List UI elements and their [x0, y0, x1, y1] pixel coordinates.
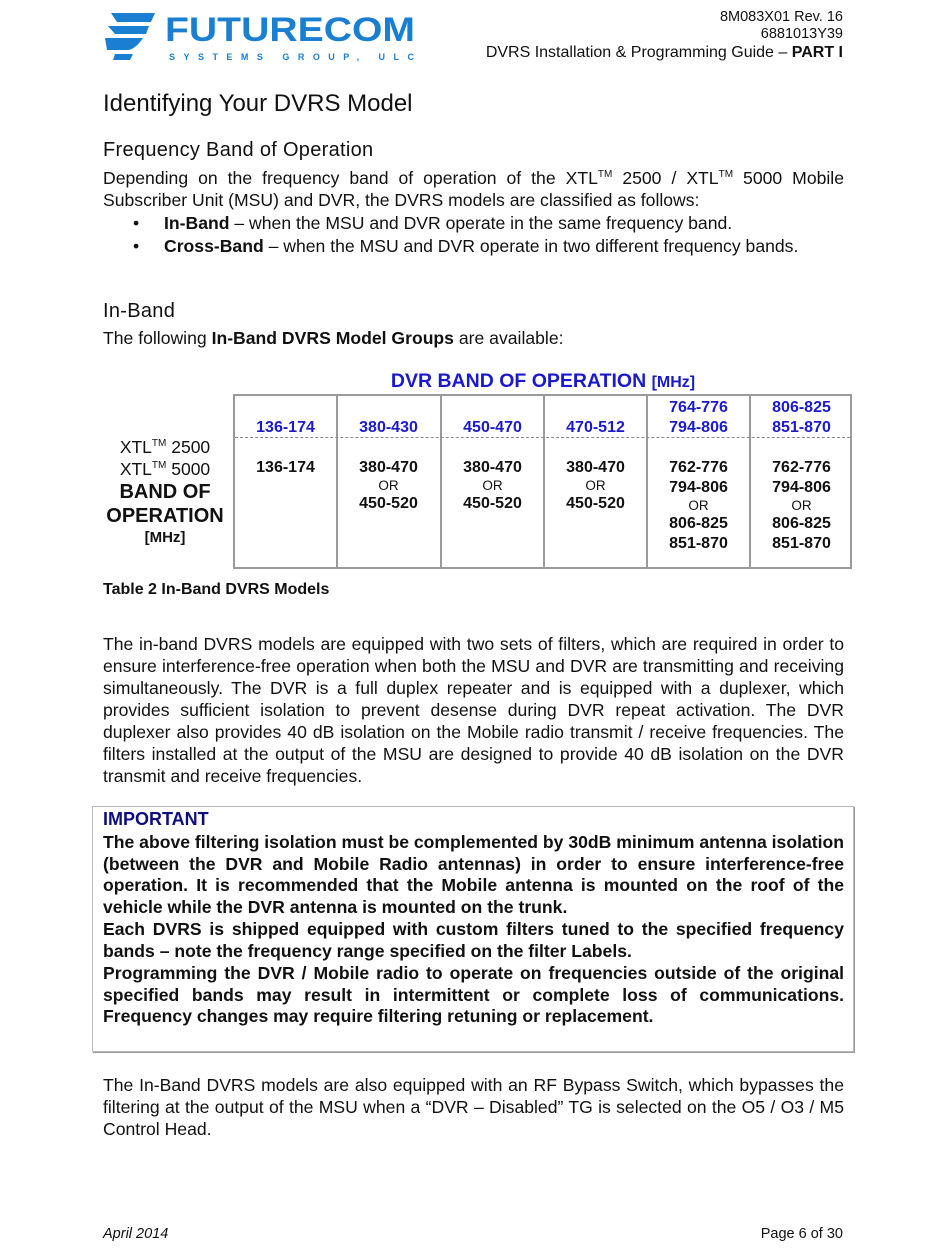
logo-subtext: SYSTEMS GROUP, ULC — [169, 52, 414, 62]
msu-band-value: 450-520 — [359, 495, 418, 512]
msu-band-cell — [338, 458, 439, 514]
band-table — [233, 394, 852, 569]
msu-band-cell — [648, 458, 749, 554]
msu-band-value: 851-870 — [669, 535, 728, 552]
msu-band-cell — [545, 458, 646, 514]
page-title: Identifying Your DVRS Model — [103, 90, 413, 117]
in-band-intro: The following In-Band DVRS Model Groups are available: — [103, 328, 564, 348]
msu-band-value: 136-174 — [256, 459, 315, 476]
logo-text: FUTURECOM — [165, 11, 415, 49]
table-caption: Table 2 In-Band DVRS Models — [103, 581, 330, 598]
msu-band-value: 380-470 — [566, 459, 625, 476]
bullet-in-band: • In-Band – when the MSU and DVR operate in the same frequency band. — [133, 213, 733, 233]
dvr-band-header — [338, 398, 439, 438]
table-row-header: XTL™ 2500 XTL™ 5000 BAND OF OPERATION [MHz] — [106, 437, 224, 546]
msu-band-cell — [442, 458, 543, 514]
dvr-band-value: 764-776 — [669, 399, 728, 416]
section-heading-in-band: In-Band — [103, 300, 176, 322]
important-paragraph-2: Each DVRS is shipped equipped with custom filters tuned to the specified frequency bands – note the frequency range specified on the filter Labels. — [103, 919, 844, 961]
msu-band-value: 380-470 — [359, 459, 418, 476]
msu-band-value: 450-520 — [566, 495, 625, 512]
company-logo — [105, 10, 420, 65]
dvr-band-header — [235, 398, 336, 438]
dvr-band-value: 851-870 — [772, 419, 831, 436]
dvr-band-value: 806-825 — [772, 399, 831, 416]
msu-band-value: 380-470 — [463, 459, 522, 476]
guide-title: DVRS Installation & Programming Guide – PART I — [485, 44, 843, 61]
or-separator: OR — [378, 478, 399, 493]
dvr-band-value: 470-512 — [566, 419, 625, 436]
or-separator: OR — [585, 478, 606, 493]
doc-number-secondary: 6881013Y39 — [760, 26, 843, 42]
msu-band-value: 806-825 — [669, 515, 728, 532]
msu-band-value: 806-825 — [772, 515, 831, 532]
msu-band-cell — [235, 458, 336, 478]
dvr-band-value: 450-470 — [463, 419, 522, 436]
bypass-paragraph: The In-Band DVRS models are also equipped with an RF Bypass Switch, which bypasses the filtering at the output of the MSU when a “DVR – Disabled” TG is selected on the O5 / O3 / M5 Control Head. — [103, 1075, 844, 1139]
filters-paragraph: The in-band DVRS models are equipped with two sets of filters, which are required in order to ensure interference-free operation when both the MSU and DVR are transmitting and receiving simultaneously. The DVR is a full duplex repeater and is equipped with a duplexer, which provides sufficient isolation to prevent desense during DVR repeat activation. The DVR duplexer also provides 40 dB isolation on the Mobile radio transmit / receive frequencies. The filters installed at the output of the MSU are designed to provide 40 dB isolation on the DVR transmit and receive frequencies. — [103, 634, 844, 786]
important-paragraph-1: The above filtering isolation must be complemented by 30dB minimum antenna isolation (between the DVR and Mobile Radio antennas) in order to ensure interference-free operation. It is recommended that the Mobile antenna is mounted on the roof of the vehicle while the DVR antenna is mounted on the trunk. — [103, 832, 845, 917]
msu-band-value: 762-776 — [669, 459, 728, 476]
dvr-band-value: 136-174 — [256, 419, 315, 436]
msu-band-value: 450-520 — [463, 495, 522, 512]
important-title: IMPORTANT — [103, 809, 209, 829]
footer-date: April 2014 — [103, 1226, 169, 1242]
dvr-band-header — [545, 398, 646, 438]
dvr-band-value: 380-430 — [359, 419, 418, 436]
footer-page-number: Page 6 of 30 — [760, 1226, 843, 1242]
msu-band-value: 851-870 — [772, 535, 831, 552]
msu-band-value: 762-776 — [772, 459, 831, 476]
bullet-cross-band: • Cross-Band – when the MSU and DVR operate in two different frequency bands. — [133, 236, 799, 256]
msu-band-value: 794-806 — [772, 479, 831, 496]
dvr-band-header — [751, 398, 852, 438]
or-separator: OR — [688, 498, 709, 513]
msu-band-value: 794-806 — [669, 479, 728, 496]
doc-number: 8M083X01 Rev. 16 — [719, 9, 843, 25]
dvr-band-value: 794-806 — [669, 419, 728, 436]
table-title: DVR BAND OF OPERATION [MHz] — [390, 370, 696, 392]
guide-part: PART I — [791, 44, 843, 61]
section-heading-frequency-band: Frequency Band of Operation — [103, 139, 374, 161]
or-separator: OR — [482, 478, 503, 493]
msu-band-cell — [751, 458, 852, 554]
important-paragraph-3: Programming the DVR / Mobile radio to operate on frequencies outside of the original specified bands may result in intermittent or complete loss of communications. Frequency changes may require filtering retuning or replacement. — [103, 963, 844, 1027]
intro-paragraph: Depending on the frequency band of operation of the XTL™ 2500 / XTL™ 5000 Mobile Subscriber Unit (MSU) and DVR, the DVRS models are classified as follows: — [103, 168, 844, 210]
dvr-band-header — [648, 398, 749, 438]
or-separator: OR — [791, 498, 812, 513]
dvr-band-header — [442, 398, 543, 438]
